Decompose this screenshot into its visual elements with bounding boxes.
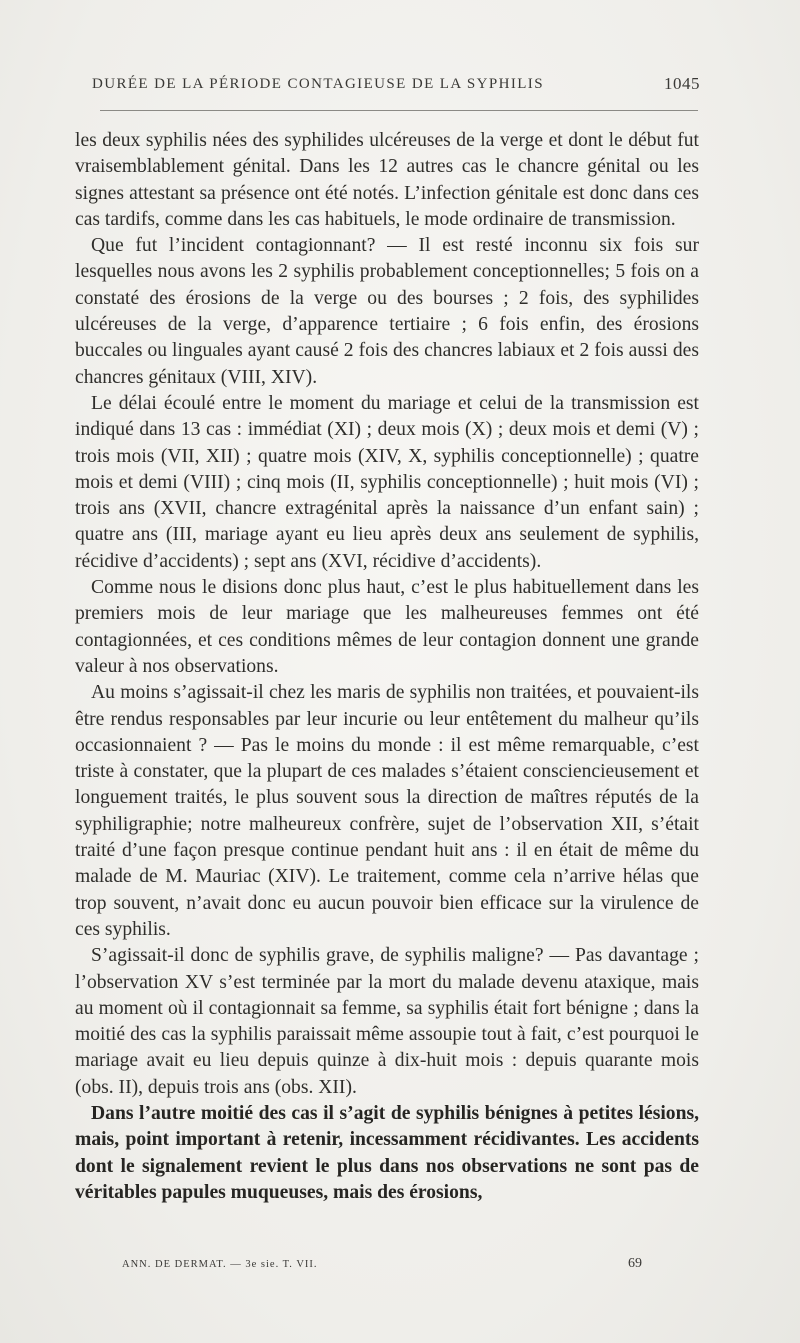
paragraph: les deux syphilis nées des syphilides ulcéreuses de la verge et dont le début fut vraisemblablement génital. Dans les 12 autres cas le chancre génital ou les signes attestant sa présence ont été notés. L’infection génitale est donc dans ces cas tardifs, comme dans les cas habituels, le mode ordinaire de transmission. [75,130,699,230]
paragraph: Que fut l’incident contagionnant? — Il est resté inconnu six fois sur lesquelles nous avons les 2 syphilis probablement conceptionnelles; 5 fois on a constaté des érosions de la verge ou des bourses ; 2 fois, des syphilides ulcéreuses de la verge, d’apparence tertiaire ; 6 fois enfin, des érosions buccales ou linguales ayant causé 2 fois des chancres labiaux et 2 fois aussi des chancres génitaux (VIII, XIV). [75,235,699,388]
paragraph: Le délai écoulé entre le moment du mariage et celui de la transmission est indiqué dans 13 cas : immédiat (XI) ; deux mois (X) ; deux mois et demi (V) ; trois mois (VII, XII) ; quatre mois (XIV, X, syphilis conceptionnelle) ; quatre mois et demi (VIII) ; cinq mois (II, syphilis conceptionnelle) ; huit mois (VI) ; trois ans (XVII, chancre extragénital après la naissance d’un enfant sain) ; quatre ans (III, mariage ayant eu lieu après deux ans seulement de syphilis, récidive d’accidents) ; sept ans (XVI, récidive d’accidents). [75,392,699,572]
signature-mark: 69 [628,1256,642,1271]
page-number: 1045 [664,74,700,93]
paragraph: Dans l’autre moitié des cas il s’agit de syphilis bénignes à petites lésions, mais, point important à retenir, incessamment récidivantes. Les accidents dont le signalement revient le plus dans nos observations ne sont pas de véritables papules muqueuses, mais des érosions, [75,1102,699,1203]
paragraph: Au moins s’agissait-il chez les maris de syphilis non traitées, et pouvaient-ils être rendus responsables par leur incurie ou leur entêtement du malheur qu’ils occasionnaient ? — Pas le moins du monde : il est même remarquable, c’est triste à constater, que la plupart de ces malades s’étaient consciencieusement et longuement traités, le plus souvent sous la direction de maîtres réputés de la syphiligraphie; notre malheureux confrère, sujet de l’observation XII, s’était traité d’une façon presque continue pendant huit ans : il en était de même du malade de M. Mauriac (XIV). Le traitement, comme cela n’arrive hélas que trop souvent, n’avait donc eu aucun pouvoir bien efficace sur la virulence de ces syphilis. [75,682,699,940]
running-head [92,74,700,100]
page-footer [122,1256,642,1276]
paragraph: Comme nous le disions donc plus haut, c’est le plus habituellement dans les premiers mois de leur mariage que les malheureuses femmes ont été contagionnées, et ces conditions mêmes de leur contagion donnent une grande valeur à nos observations. [75,577,699,677]
journal-reference: ANN. DE DERMAT. — 3e sie. T. VII. [122,1259,318,1270]
header-rule [100,110,698,111]
paragraph: S’agissait-il donc de syphilis grave, de syphilis maligne? — Pas davantage ; l’observation XV s’est terminée par la mort du malade devenu ataxique, mais au moment où il contagionnait sa femme, sa syphilis était fort bénigne ; dans la moitié des cas la syphilis paraissait même assoupie tout à fait, c’est pourquoi le mariage avait eu lieu depuis quinze à dix-huit mois : depuis quarante mois (obs. II), depuis trois ans (obs. XII). [75,945,699,1098]
body-text [75,128,699,1206]
running-title: DURÉE DE LA PÉRIODE CONTAGIEUSE DE LA SYPHILIS [92,76,544,92]
